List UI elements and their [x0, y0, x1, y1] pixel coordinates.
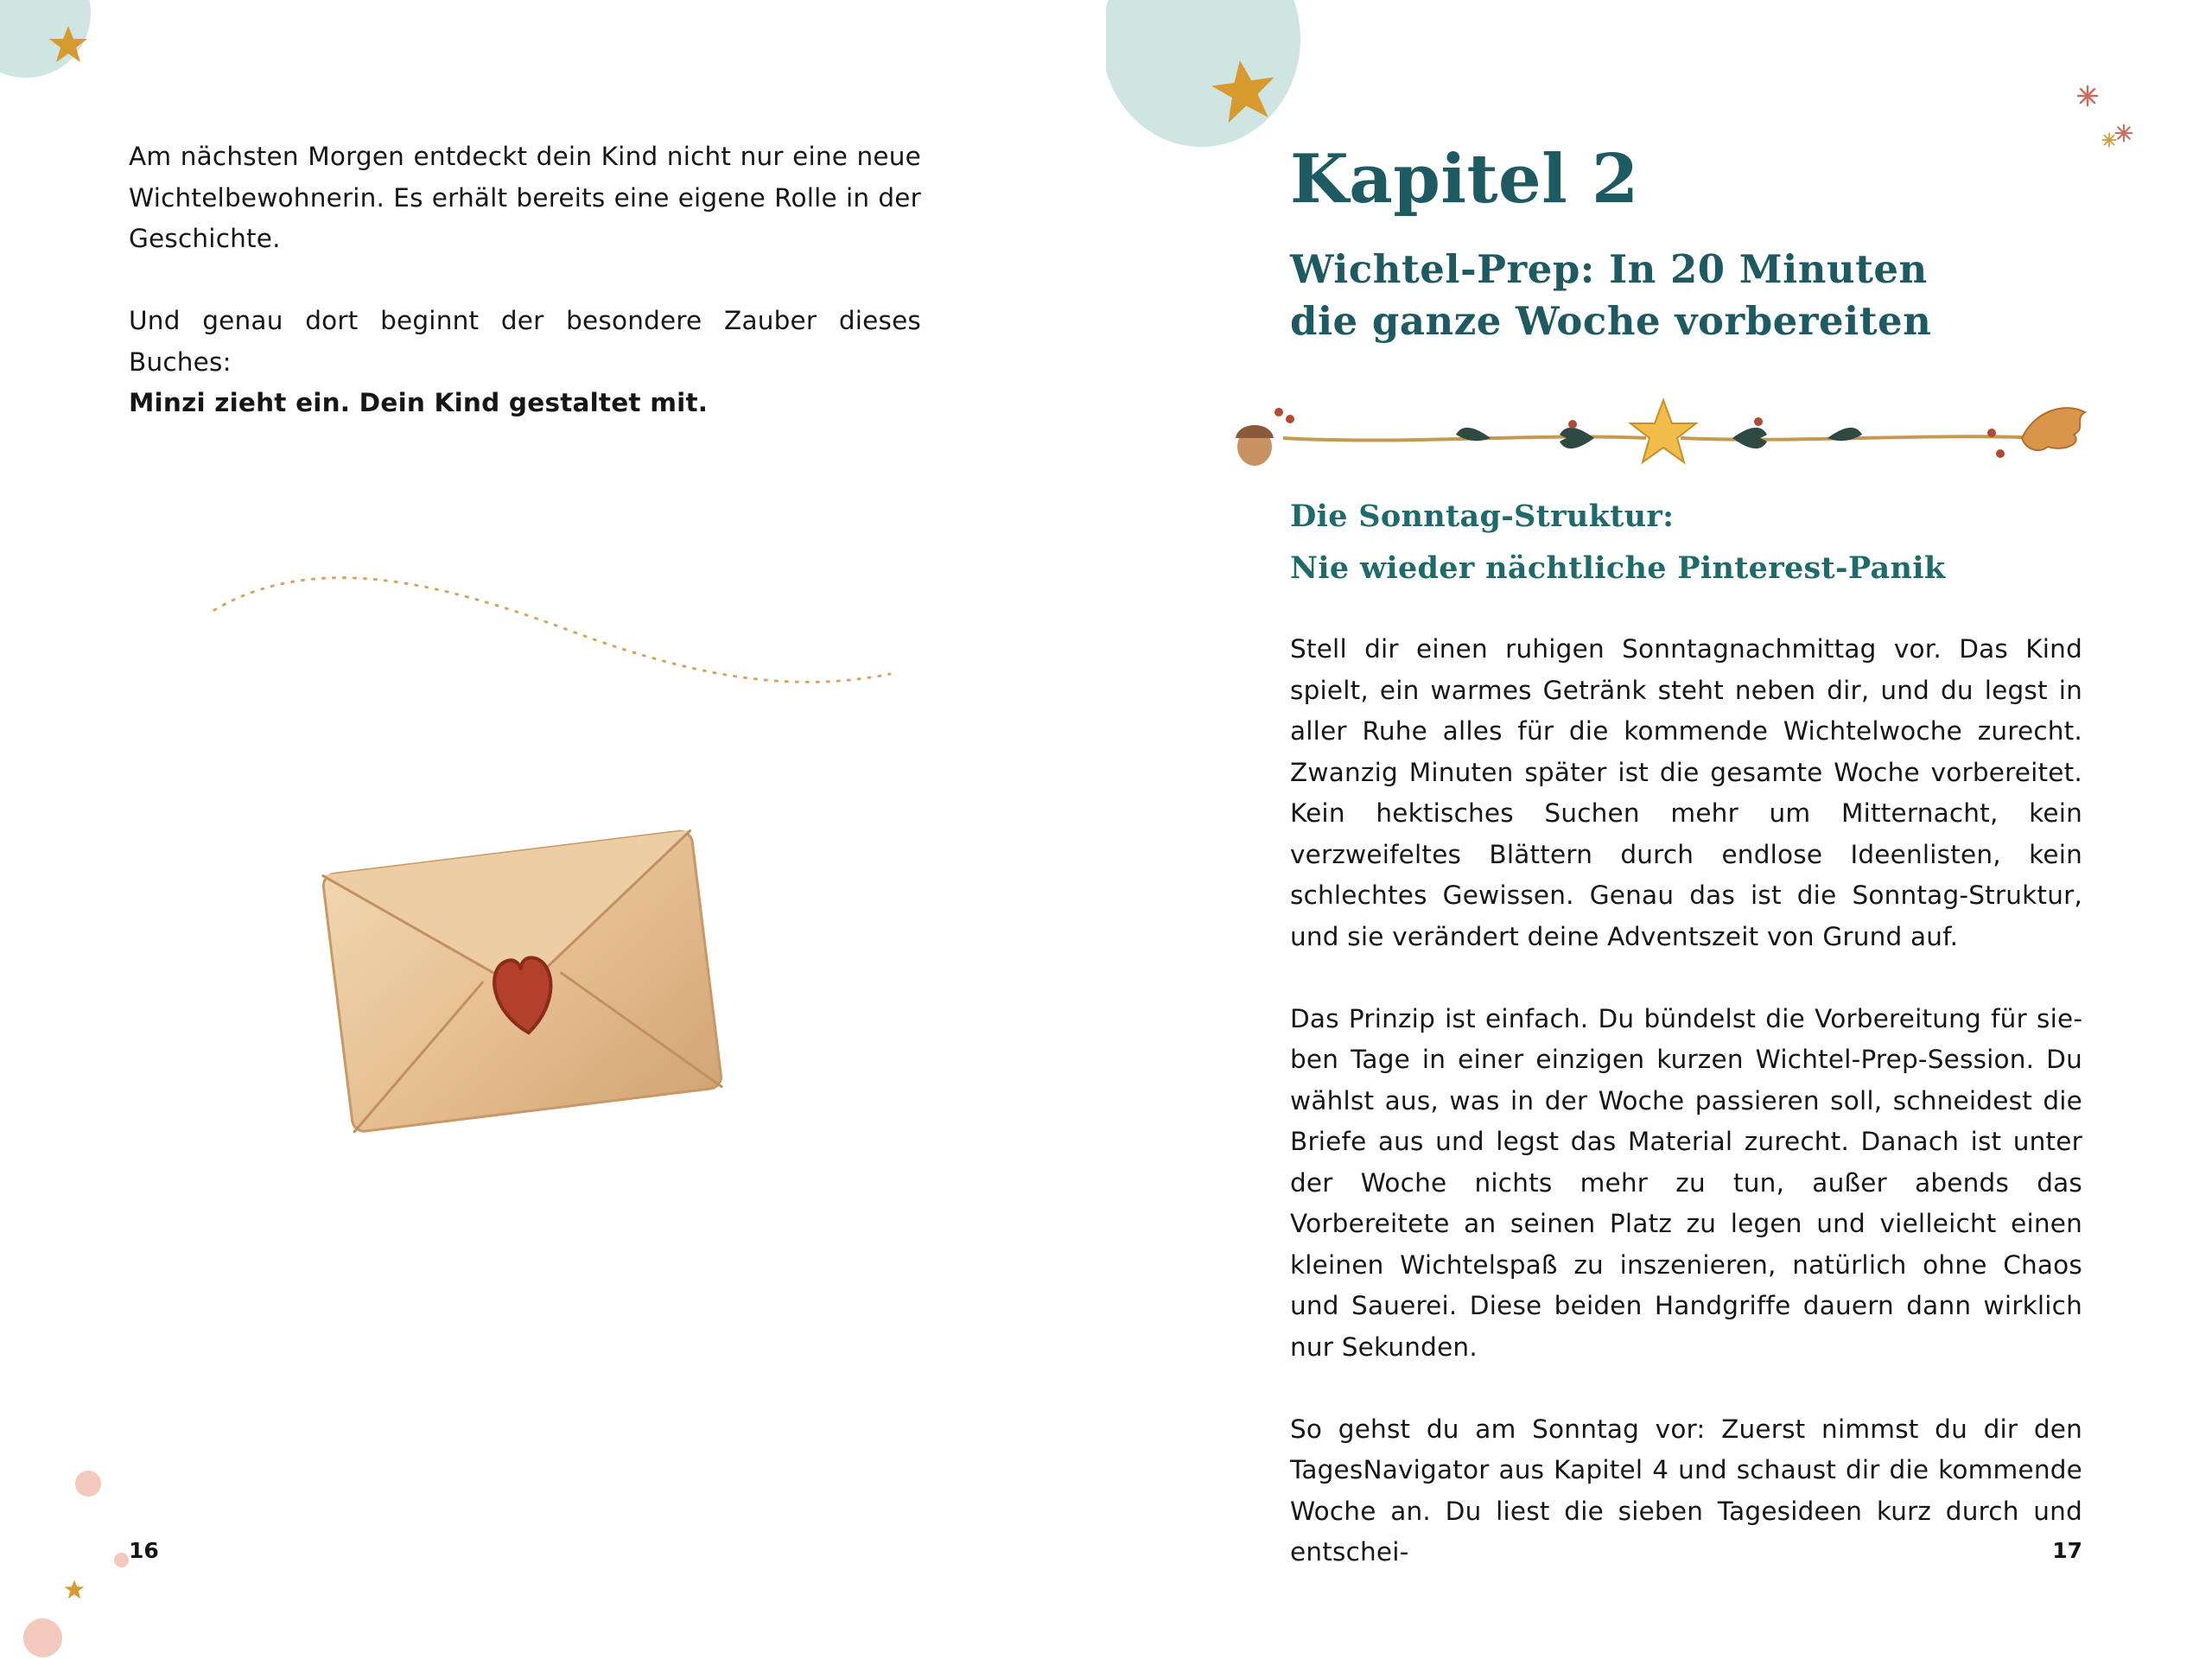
right-page	[1106, 0, 2212, 1659]
left-body-text	[129, 137, 921, 424]
paragraph: Stell dir einen ruhigen Sonntagnachmittag vor. Das Kind spielt, ein warmes Getränk steht neben dir, und du legst in aller Ruhe alles für die kommende Wichtelwoche zurecht. Zwanzig Minuten später ist die gesamte Woche vorbereitet. Kein hektisches Suchen mehr um Mitternacht, kein verzweifeltes Blättern durch endlose Ideenlisten, kein schlechtes Gewissen. Genau das ist die Sonntag-Struktur, und sie verändert deine Adventszeit von Grund auf.	[1290, 634, 2082, 951]
right-body-text	[1290, 629, 2082, 1573]
vine-ornament	[1231, 393, 2095, 480]
paragraph: Am nächsten Morgen entdeckt dein Kind nicht nur eine neue Wichtelbewohnerin. Es erhält bereits eine eigene Rolle in der Geschichte.	[129, 142, 921, 253]
envelope-illustration	[311, 804, 743, 1166]
acorn-icon	[1236, 425, 1274, 466]
paragraph-text: Und genau dort beginnt der besondere Zauber dieses Buches:	[129, 306, 921, 377]
blush-dot-decoration	[23, 1618, 62, 1657]
page-number: 17	[2052, 1538, 2082, 1563]
paragraph	[129, 301, 921, 424]
sparkle-icon	[2076, 85, 2099, 107]
blush-dot-decoration	[75, 1471, 101, 1497]
sparkle-icon	[2114, 124, 2133, 143]
paragraph: So gehst du am Sonntag vor: Zuerst nimmst du dir den TagesNavigator aus Kapitel 4 und schaust dir die kommende Woche an. Du liest die sieben Tagesideen kurz durch und entschei-	[1290, 1414, 2082, 1567]
sparkle-icon	[2101, 132, 2117, 148]
page-number: 16	[129, 1538, 159, 1563]
star-icon	[1208, 57, 1281, 126]
subtitle-line: die ganze Woche vorbereiten	[1290, 298, 1932, 344]
section-title-line: Nie wieder nächtliche Pinterest-Panik	[1290, 550, 1946, 586]
subtitle-line: Wichtel-Prep: In 20 Minuten	[1290, 246, 1928, 292]
star-icon	[63, 1579, 86, 1601]
paragraph: Das Prinzip ist einfach. Du bündelst die Vorbereitung für sieben Tage in einer einzigen kurzen Wichtel-Prep-Session. Du wählst aus, was in der Woche passieren soll, schneidest die Briefe aus und legst das Material zurecht. Danach ist unter der Woche nichts mehr zu tun, außer abends das Vorbereitete an seinen Platz zu legen und vielleicht einen kleinen Wichtelspaß zu inszenieren, natürlich ohne Chaos und Sauerei. Diese beiden Handgriffe dauern dann wirklich nur Sekunden.	[1290, 1003, 2082, 1362]
section-title	[1290, 491, 2068, 594]
chapter-subtitle	[1290, 244, 2068, 347]
blush-dot-decoration	[114, 1553, 129, 1567]
star-icon	[47, 24, 90, 66]
section-title-line: Die Sonntag-Struktur:	[1290, 499, 1675, 534]
emphasis-text: Minzi zieht ein. Dein Kind gestaltet mit.	[129, 388, 709, 417]
dotted-wave-decoration	[207, 562, 899, 691]
chapter-title: Kapitel 2	[1290, 140, 1639, 219]
